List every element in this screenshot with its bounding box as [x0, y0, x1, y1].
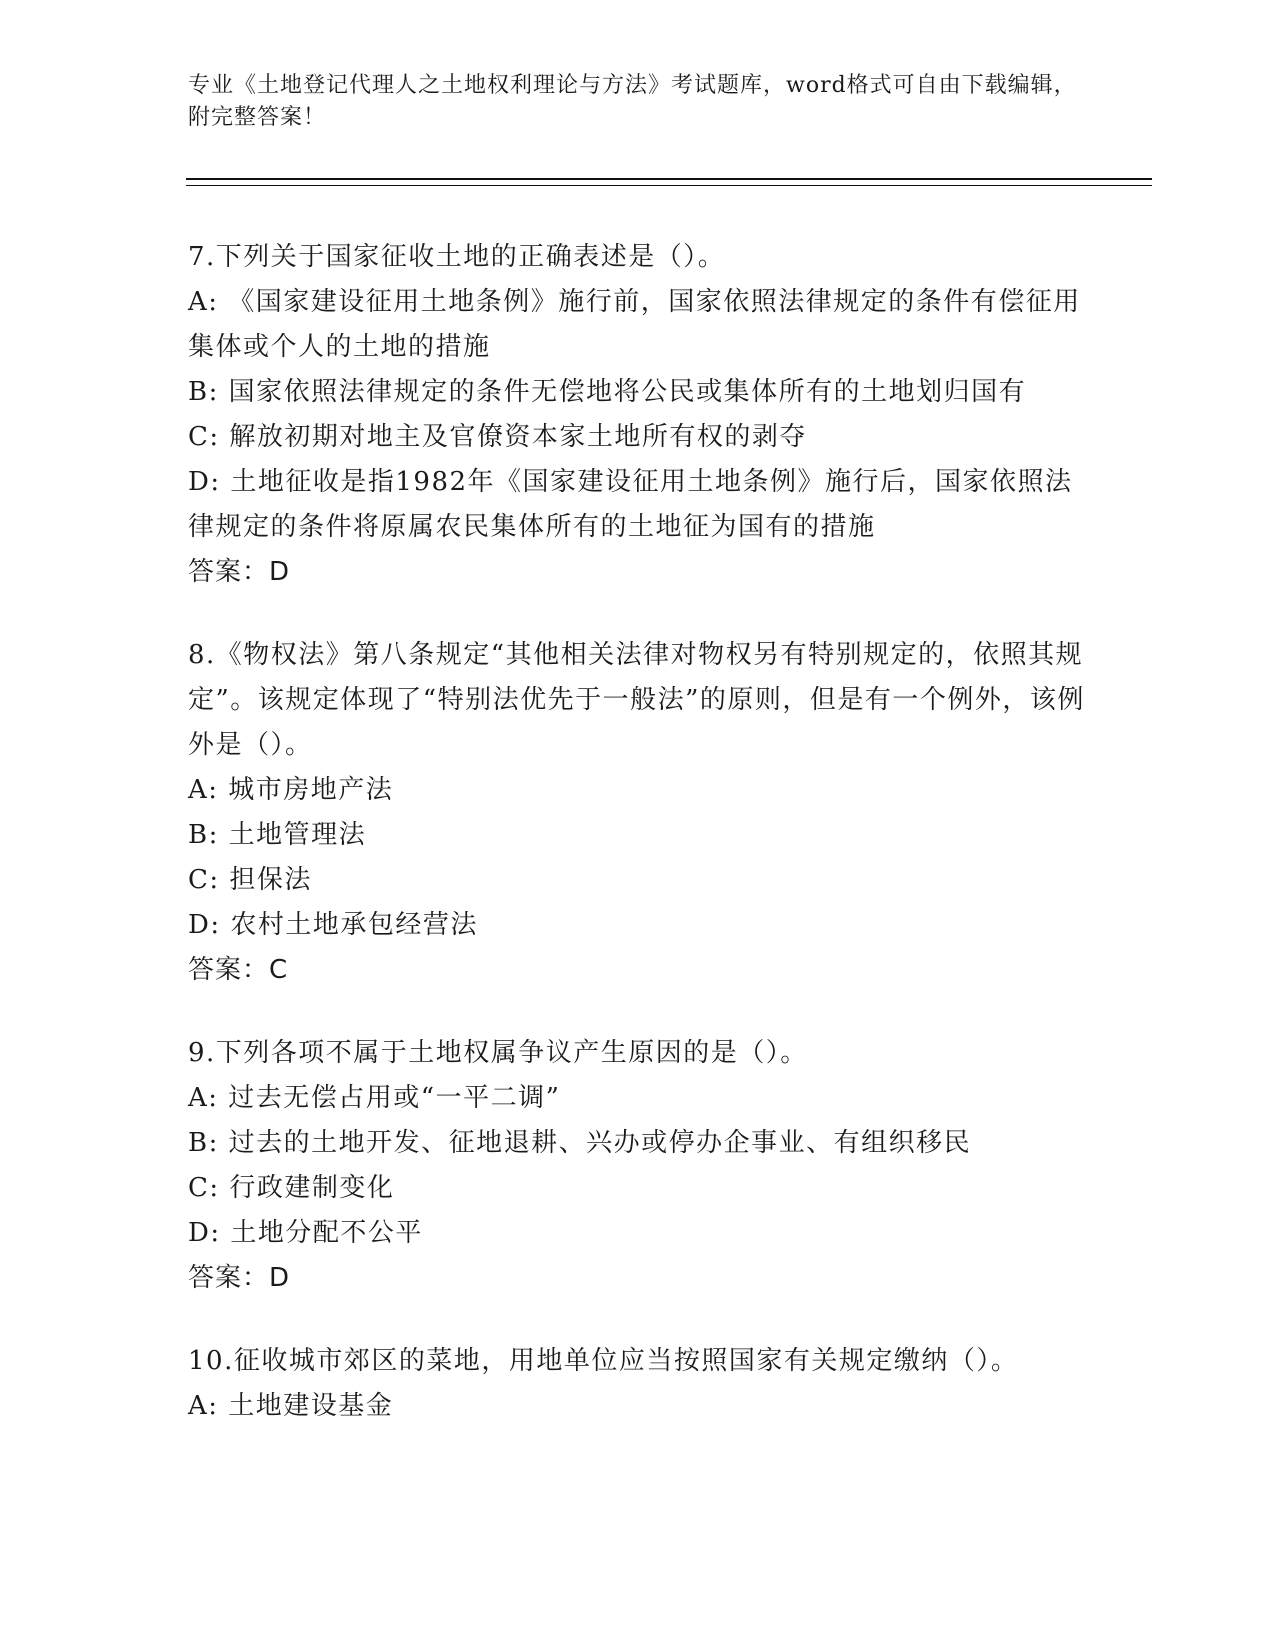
answer: 答案：D: [188, 1263, 291, 1293]
question-stem: 8.《物权法》第八条规定“其他相关法律对物权另有特别规定的，依照其规定”。该规定体现了“特别法优先于一般法”的原则，但是有一个例外，该例外是（）。: [188, 640, 1085, 760]
option-a: A: 《国家建设征用土地条例》施行前，国家依照法律规定的条件有偿征用集体或个人的土地的措施: [188, 287, 1081, 362]
question-stem: 9.下列各项不属于土地权属争议产生原因的是（）。: [188, 1038, 808, 1068]
option-a: A: 土地建设基金: [188, 1391, 394, 1421]
option-d: D: 土地征收是指1982年《国家建设征用土地条例》施行后，国家依照法律规定的条件将原属农民集体所有的土地征为国有的措施: [188, 467, 1073, 542]
option-a: A: 城市房地产法: [188, 775, 394, 805]
option-c: C: 担保法: [188, 865, 312, 895]
header-divider: [186, 178, 1152, 186]
question-stem: 7.下列关于国家征收土地的正确表述是（）。: [188, 242, 726, 272]
answer: 答案：C: [188, 955, 289, 985]
question-7: [188, 235, 1088, 595]
option-c: C: 行政建制变化: [188, 1173, 395, 1203]
option-b: B: 土地管理法: [188, 820, 367, 850]
question-8: [188, 633, 1088, 993]
question-list: [188, 235, 1088, 1467]
document-header: 专业《土地登记代理人之土地权利理论与方法》考试题库，word格式可自由下载编辑，附完整答案！: [188, 73, 1077, 130]
option-b: B: 国家依照法律规定的条件无偿地将公民或集体所有的土地划归国有: [188, 377, 1027, 407]
question-9: [188, 1031, 1088, 1301]
answer: 答案：D: [188, 557, 291, 587]
option-d: D: 土地分配不公平: [188, 1218, 423, 1248]
option-a: A: 过去无偿占用或“一平二调”: [188, 1083, 561, 1113]
question-10: [188, 1339, 1088, 1429]
option-d: D: 农村土地承包经营法: [188, 910, 478, 940]
question-stem: 10.征收城市郊区的菜地，用地单位应当按照国家有关规定缴纳（）。: [188, 1346, 1019, 1376]
option-b: B: 过去的土地开发、征地退耕、兴办或停办企事业、有组织移民: [188, 1128, 972, 1158]
option-c: C: 解放初期对地主及官僚资本家土地所有权的剥夺: [188, 422, 807, 452]
